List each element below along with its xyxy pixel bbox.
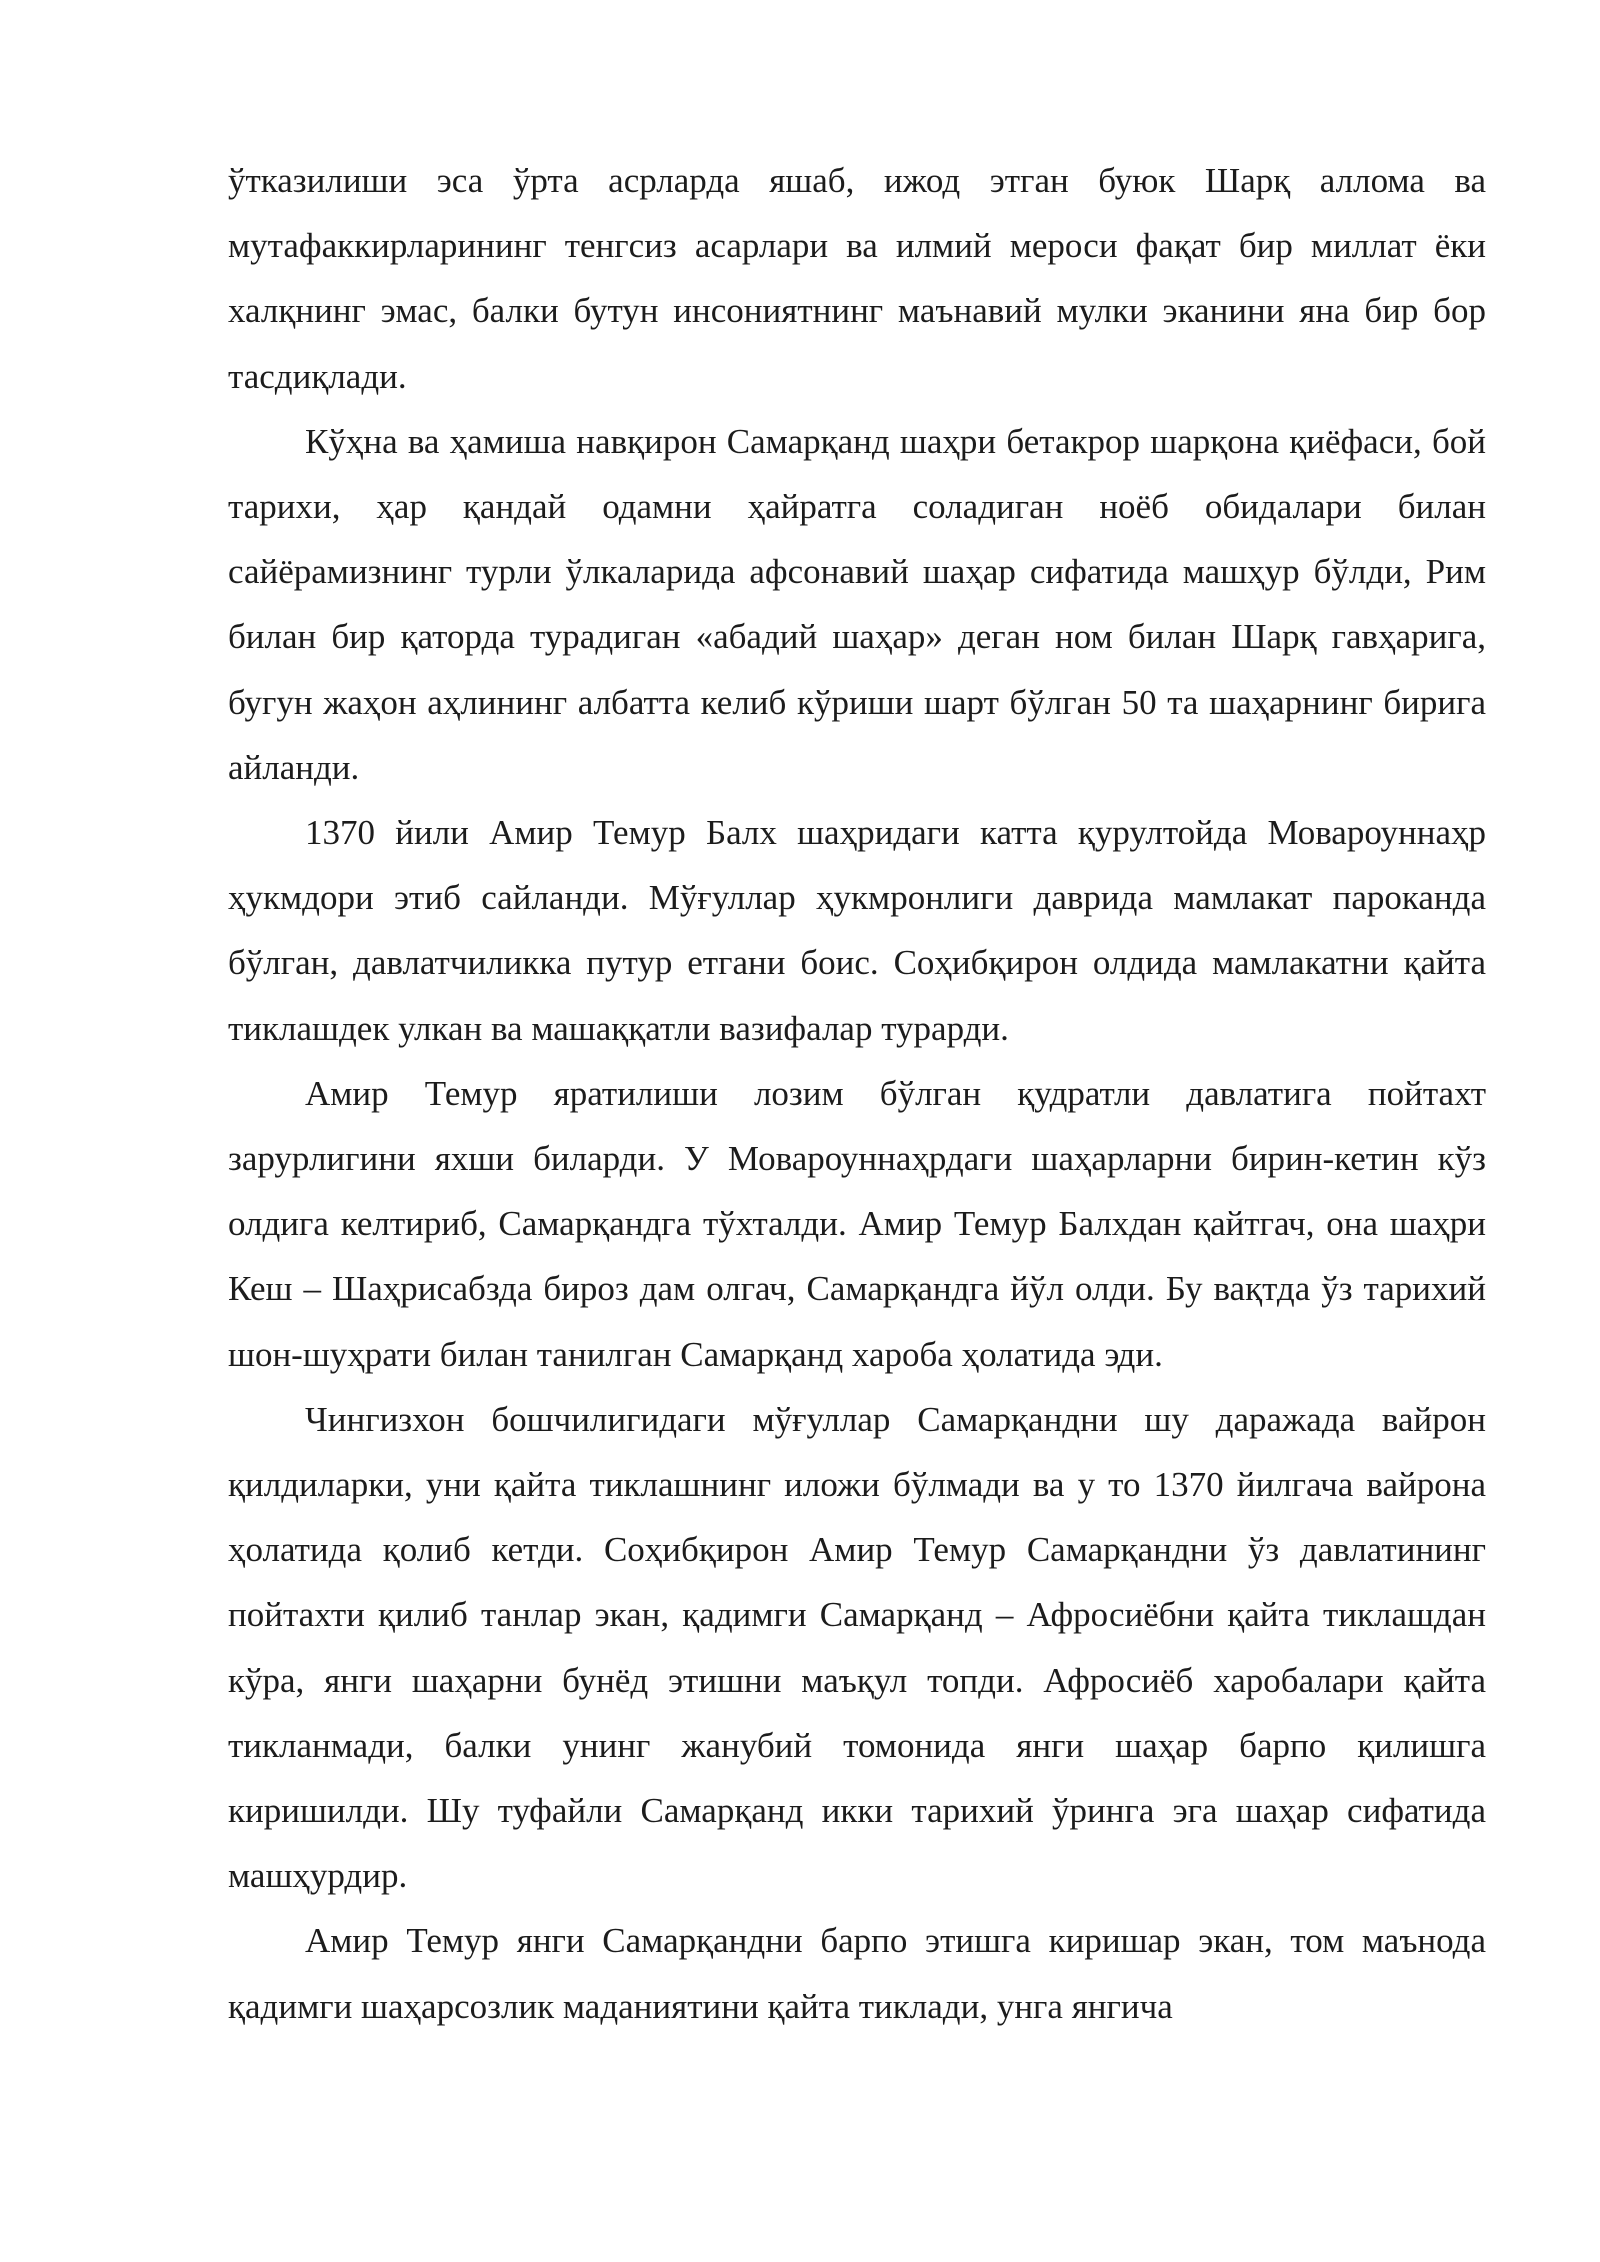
paragraph-continuation: ўтказилиши эса ўрта асрларда яшаб, ижод этган буюк Шарқ аллома ва мутафаккирларининг тенгсиз асарлари ва илмий мероси фақат бир миллат ёки халқнинг эмас, балки бутун инсониятнинг маънавий мулки эканини яна бир бор тасдиқлади. (228, 161, 1486, 396)
paragraph-1370-election: 1370 йили Амир Темур Балх шаҳридаги катта қурултойда Мовароуннаҳр ҳукмдори этиб сайланди. Мўғуллар ҳукмронлиги даврида мамлакат пароканда бўлган, давлатчиликка путур етгани боис. Соҳибқирон олдида мамлакатни қайта тиклашдек улкан ва машаққатли вазифалар турарди. (228, 813, 1486, 1048)
paragraph-new-samarkand: Амир Темур янги Самарқандни барпо этишга киришар экан, том маънода қадимги шаҳарсозлик маданиятини қайта тиклади, унга янгича (228, 1921, 1486, 2026)
paragraph-capital-choice: Амир Темур яратилиши лозим бўлган қудратли давлатига пойтахт зарурлигини яхши биларди. У Мовароуннаҳрдаги шаҳарларни бирин-кетин кўз олдига келтириб, Самарқандга тўхталди. Амир Темур Балхдан қайтгач, она шаҳри Кеш – Шаҳрисабзда бироз дам олгач, Самарқандга йўл олди. Бу вақтда ўз тарихий шон-шуҳрати билан танилган Самарқанд хароба ҳолатида эди. (228, 1073, 1486, 1374)
paragraph-samarkand-history: Кўҳна ва ҳамиша навқирон Самарқанд шаҳри бетакрор шарқона қиёфаси, бой тарихи, ҳар қандай одамни ҳайратга соладиган ноёб обидалари билан сайёрамизнинг турли ўлкаларида афсонавий шаҳар сифатида машҳур бўлди, Рим билан бир қаторда турадиган «абадий шаҳар» деган ном билан Шарқ гавҳарига, бугун жаҳон аҳлининг албатта келиб кўриши шарт бўлган 50 та шаҳарнинг бирига айланди. (228, 421, 1486, 787)
paragraph-mongol-destruction: Чингизхон бошчилигидаги мўғуллар Самарқандни шу даражада вайрон қилдиларки, уни қайта тиклашнинг иложи бўлмади ва у то 1370 йилгача вайрона ҳолатида қолиб кетди. Соҳибқирон Амир Темур Самарқандни ўз давлатининг пойтахти қилиб танлар экан, қадимги Самарқанд – Афросиёбни қайта тиклашдан кўра, янги шаҳарни бунёд этишни маъқул топди. Афросиёб харобалари қайта тикланмади, балки унинг жанубий томонида янги шаҳар барпо қилишга киришилди. Шу туфайли Самарқанд икки тарихий ўринга эга шаҳар сифатида машҳурдир. (228, 1399, 1486, 1896)
document-body (228, 148, 1486, 2039)
